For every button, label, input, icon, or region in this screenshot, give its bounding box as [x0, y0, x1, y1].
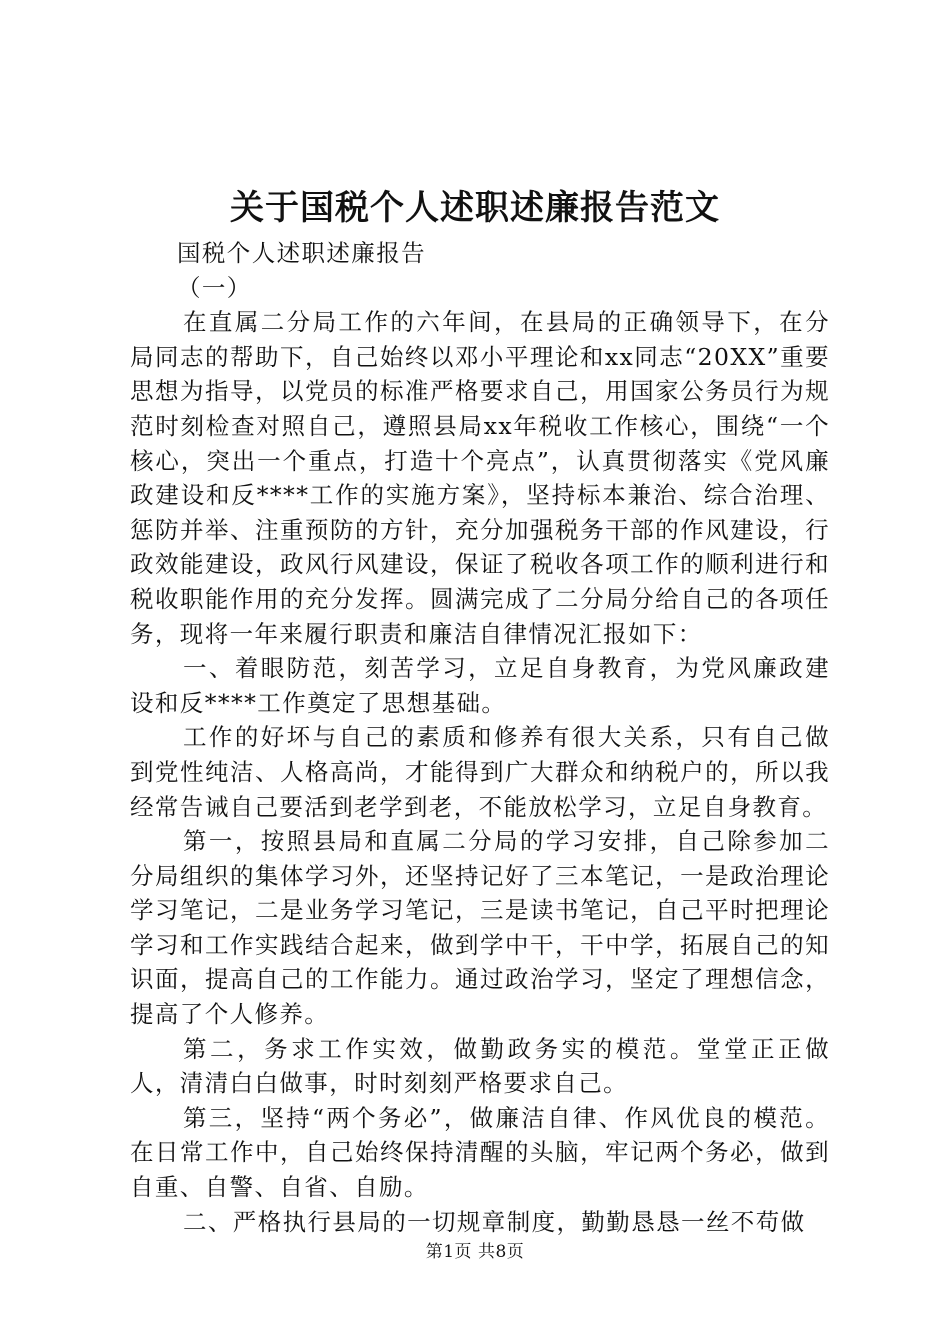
paragraph: 二、严格执行县局的一切规章制度，勤勤恳恳一丝不苟做 — [183, 1207, 806, 1236]
document-subtitle: 国税个人述职述廉报告 — [177, 239, 426, 267]
paragraph: 第二，务求工作实效，做勤政务实的模范。堂堂正正做人，清清白白做事，时时刻刻严格要求自己。 — [130, 1034, 830, 1098]
paragraph: 一、着眼防范，刻苦学习，立足自身教育，为党风廉政建设和反****工作奠定了思想基础。 — [130, 654, 830, 717]
document-title: 关于国税个人述职述廉报告范文 — [230, 188, 720, 228]
paragraph: 在直属二分局工作的六年间，在县局的正确领导下，在分局同志的帮助下，自己始终以邓小平理论和xx同志“20XX”重要思想为指导，以党员的标准严格要求自己，用国家公务员行为规范时刻检查对照自己，遵照县局xx年税收工作核心，围绕“一个核心，突出一个重点，打造十个亮点”，认真贯彻落实《党风廉政建设和反****工作的实施方案》，坚持标本兼治、综合治理、惩防并举、注重预防的方针，充分加强税务干部的作风建设，行政效能建设，政风行风建设，保证了税收各项工作的顺利进行和税收职能作用的充分发挥。圆满完成了二分局分给自己的各项任务，现将一年来履行职责和廉洁自律情况汇报如下： — [130, 308, 830, 648]
paragraph: 工作的好坏与自己的素质和修养有很大关系，只有自己做到党性纯洁、人格高尚，才能得到广大群众和纳税户的，所以我经常告诫自己要活到老学到老，不能放松学习，立足自身教育。 — [130, 723, 830, 821]
paragraph: 第三，坚持“两个务必”，做廉洁自律、作风优良的模范。在日常工作中，自己始终保持清醒的头脑，牢记两个务必，做到自重、自警、自省、自励。 — [130, 1103, 830, 1202]
page-footer: 第1页 共8页 — [425, 1242, 525, 1262]
section-number: （一） — [177, 273, 252, 302]
document-body — [130, 236, 830, 1239]
paragraph: 第一，按照县局和直属二分局的学习安排，自己除参加二分局组织的集体学习外，还坚持记好了三本笔记，一是政治理论学习笔记，二是业务学习笔记，三是读书笔记，自己平时把理论学习和工作实践结合起来，做到学中干，干中学，拓展自己的知识面，提高自己的工作能力。通过政治学习，坚定了理想信念，提高了个人修养。 — [130, 827, 830, 1029]
